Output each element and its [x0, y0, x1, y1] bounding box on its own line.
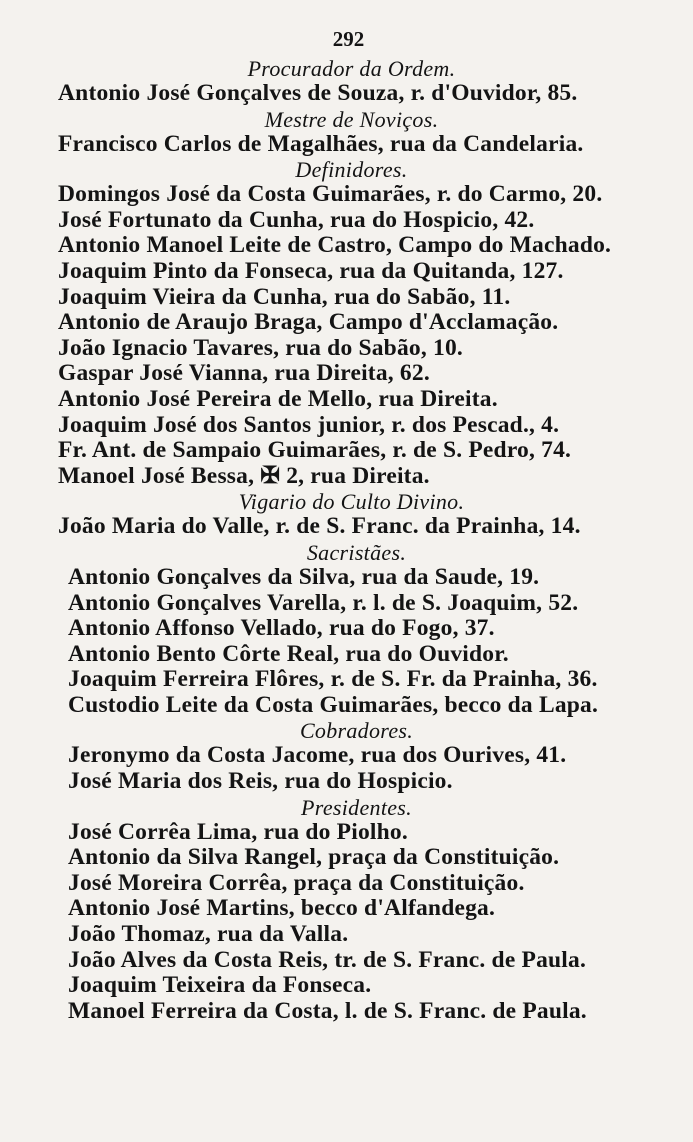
list-item: José Corrêa Lima, rua do Piolho. [68, 818, 408, 845]
section-heading: Definidores. [295, 157, 408, 183]
list-item: Joaquim Teixeira da Fonseca. [68, 972, 372, 999]
section-definidores [58, 157, 665, 489]
list-item: Joaquim José dos Santos junior, r. dos Pescad., 4. [58, 411, 560, 438]
section-procurador [58, 56, 665, 107]
section-heading: Mestre de Noviços. [264, 106, 439, 132]
list-item: José Moreira Corrêa, praça da Constituição. [68, 869, 525, 896]
section-heading: Cobradores. [299, 718, 414, 744]
section-heading: Vigario do Culto Divino. [238, 489, 465, 515]
list-item: José Maria dos Reis, rua do Hospicio. [68, 768, 453, 795]
list-item: Antonio Gonçalves Varella, r. l. de S. Joaquim, 52. [68, 589, 579, 616]
list-item: Joaquim Pinto da Fonseca, rua da Quitanda, 127. [58, 257, 564, 284]
list-item: José Fortunato da Cunha, rua do Hospicio, 42. [58, 206, 535, 233]
list-item: Domingos José da Costa Guimarães, r. do Carmo, 20. [58, 181, 603, 208]
page-number: 292 [332, 27, 365, 51]
list-item: Jeronymo da Costa Jacome, rua dos Ourives, 41. [68, 742, 567, 769]
list-item: João Maria do Valle, r. de S. Franc. da Prainha, 14. [58, 513, 581, 540]
list-item: Joaquim Vieira da Cunha, rua do Sabão, 11. [58, 283, 511, 310]
list-item: Custodio Leite da Costa Guimarães, becco da Lapa. [68, 691, 599, 718]
list-item: João Thomaz, rua da Valla. [68, 921, 349, 948]
list-item: Antonio de Araujo Braga, Campo d'Acclamação. [58, 309, 559, 336]
section-heading: Procurador da Ordem. [247, 56, 456, 81]
section-cobradores [58, 718, 665, 794]
section-heading: Presidentes. [301, 794, 412, 820]
list-item: João Alves da Costa Reis, tr. de S. Franc. de Paula. [68, 946, 587, 973]
list-item: João Ignacio Tavares, rua do Sabão, 10. [58, 334, 463, 361]
list-item: Antonio da Silva Rangel, praça da Constituição. [68, 844, 560, 871]
list-item: Joaquim Ferreira Flôres, r. de S. Fr. da Prainha, 36. [68, 666, 598, 693]
list-item: Gaspar José Vianna, rua Direita, 62. [58, 360, 430, 387]
section-presidentes [58, 795, 665, 1025]
list-item: Antonio Manoel Leite de Castro, Campo do Machado. [58, 232, 612, 259]
list-item: Antonio José Martins, becco d'Alfandega. [68, 895, 496, 922]
list-item: Antonio Bento Côrte Real, rua do Ouvidor. [68, 640, 509, 667]
list-item: Francisco Carlos de Magalhães, rua da Candelaria. [58, 130, 584, 157]
section-heading: Sacristães. [306, 539, 407, 565]
section-vigario [58, 489, 665, 540]
list-item: Antonio José Pereira de Mello, rua Direita. [58, 385, 498, 412]
section-mestre [58, 107, 665, 158]
list-item: Manoel José Bessa, ✠ 2, rua Direita. [58, 462, 430, 489]
list-item: Fr. Ant. de Sampaio Guimarães, r. de S. Pedro, 74. [58, 437, 572, 464]
list-item: Manoel Ferreira da Costa, l. de S. Franc. de Paula. [68, 997, 587, 1024]
list-item: Antonio Gonçalves da Silva, rua da Saude, 19. [68, 563, 540, 590]
list-item: Antonio José Gonçalves de Souza, r. d'Ouvidor, 85. [58, 80, 578, 106]
section-sacristaes [58, 540, 665, 719]
list-item: Antonio Affonso Vellado, rua do Fogo, 37. [68, 615, 495, 642]
